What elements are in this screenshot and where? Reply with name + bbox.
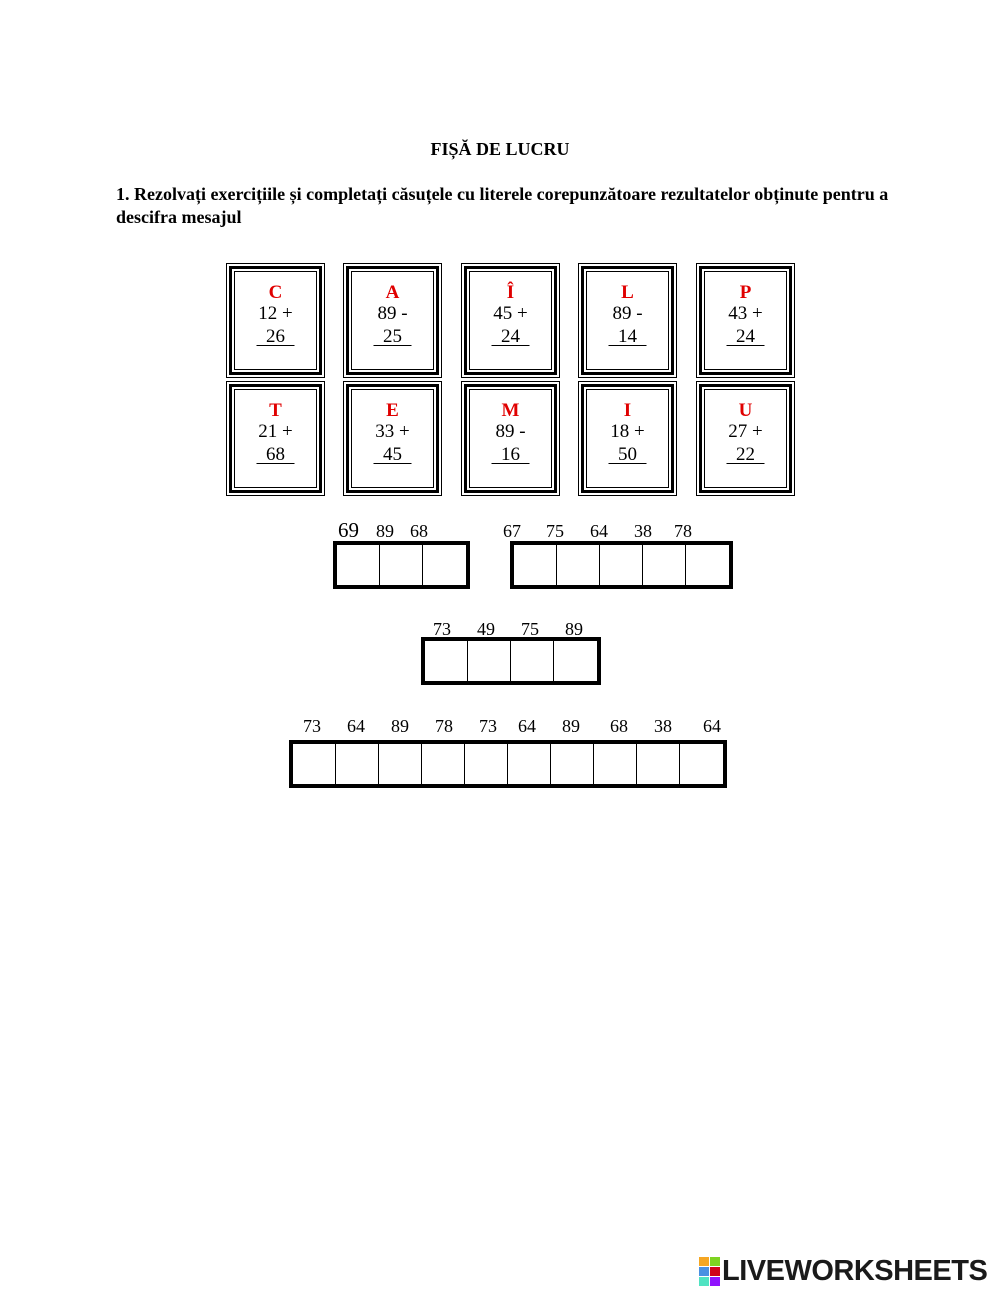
answer-cell[interactable] [465,744,508,784]
card-operand: 26 [256,326,295,347]
answer-cell[interactable] [551,744,594,784]
answer-cell[interactable] [511,641,554,681]
brand-name: LIVEWORKSHEETS [722,1254,988,1287]
card-operand: 14 [608,326,647,347]
card-operand: 24 [726,326,765,347]
card [581,266,674,375]
answer-cell[interactable] [380,545,423,585]
number-label: 73 [433,619,451,639]
number-label: 64 [590,521,608,541]
number-label: 49 [477,619,495,639]
card [699,384,792,493]
card-operand: 33 + [375,421,410,442]
card [699,266,792,375]
logo-block [710,1257,720,1266]
card-letter: U [738,400,753,421]
number-label: 78 [674,521,692,541]
number-label: 89 [565,619,583,639]
card-letter: Î [506,282,515,303]
answer-cell[interactable] [423,545,466,585]
answer-cell[interactable] [686,545,729,585]
logo-block [699,1277,709,1286]
answer-cell[interactable] [422,744,465,784]
answer-cell[interactable] [600,545,643,585]
number-label: 64 [703,716,721,736]
card-operand: 24 [491,326,530,347]
card [229,384,322,493]
card-operand: 18 + [610,421,645,442]
number-label: 75 [546,521,564,541]
instruction-text: 1. Rezolvați exercițiile și completați căsuțele cu literele corepunzătoare rezultatelor obținute pentru a descifra mesajul [116,184,889,227]
card [229,266,322,375]
card-operand: 45 + [493,303,528,324]
answer-cell[interactable] [514,545,557,585]
number-label: 64 [518,716,536,736]
card-operand: 50 [608,444,647,465]
number-label: 75 [521,619,539,639]
card-operand: 89 - [495,421,526,442]
answer-cell[interactable] [337,545,380,585]
card-letter: A [385,282,400,303]
answer-cell[interactable] [508,744,551,784]
number-label: 68 [610,716,628,736]
card-letter: E [386,400,399,421]
card-operand: 22 [726,444,765,465]
card-operand: 43 + [728,303,763,324]
card-letter: P [739,282,752,303]
answer-cell[interactable] [379,744,422,784]
number-label: 78 [435,716,453,736]
card-letter: I [623,400,632,421]
answer-cell[interactable] [557,545,600,585]
card-operand: 45 [373,444,412,465]
word4-boxes [289,740,727,788]
number-label: 68 [410,521,428,541]
card-operand: 25 [373,326,412,347]
card-letter: L [621,282,634,303]
card-letter: M [501,400,520,421]
word2-boxes [510,541,733,589]
card-operand: 16 [491,444,530,465]
logo-blocks-icon [699,1257,720,1286]
card-operand: 89 - [612,303,643,324]
number-label: 89 [391,716,409,736]
answer-cell[interactable] [637,744,680,784]
answer-cell[interactable] [594,744,637,784]
number-label: 64 [347,716,365,736]
answer-cell[interactable] [680,744,723,784]
card-operand: 68 [256,444,295,465]
logo-block [710,1277,720,1286]
logo-block [699,1267,709,1276]
answer-cell[interactable] [468,641,511,681]
card [464,266,557,375]
logo-block [710,1267,720,1276]
number-label: 69 [338,518,359,542]
card [346,266,439,375]
brand-logo [699,1255,987,1287]
answer-cell[interactable] [554,641,597,681]
word1-boxes [333,541,470,589]
answer-cell[interactable] [336,744,379,784]
number-label: 89 [562,716,580,736]
card-letter: T [269,400,282,421]
card [581,384,674,493]
word3-boxes [421,637,601,685]
number-label: 73 [479,716,497,736]
card [464,384,557,493]
number-label: 89 [376,521,394,541]
card-operand: 89 - [377,303,408,324]
logo-block [699,1257,709,1266]
card-operand: 27 + [728,421,763,442]
answer-cell[interactable] [643,545,686,585]
number-label: 38 [654,716,672,736]
card-letter: C [268,282,283,303]
card-operand: 21 + [258,421,293,442]
answer-cell[interactable] [293,744,336,784]
page-title: FIȘĂ DE LUCRU [430,139,570,159]
number-label: 67 [503,521,521,541]
number-label: 38 [634,521,652,541]
card-operand: 12 + [258,303,293,324]
number-label: 73 [303,716,321,736]
answer-cell[interactable] [425,641,468,681]
card [346,384,439,493]
